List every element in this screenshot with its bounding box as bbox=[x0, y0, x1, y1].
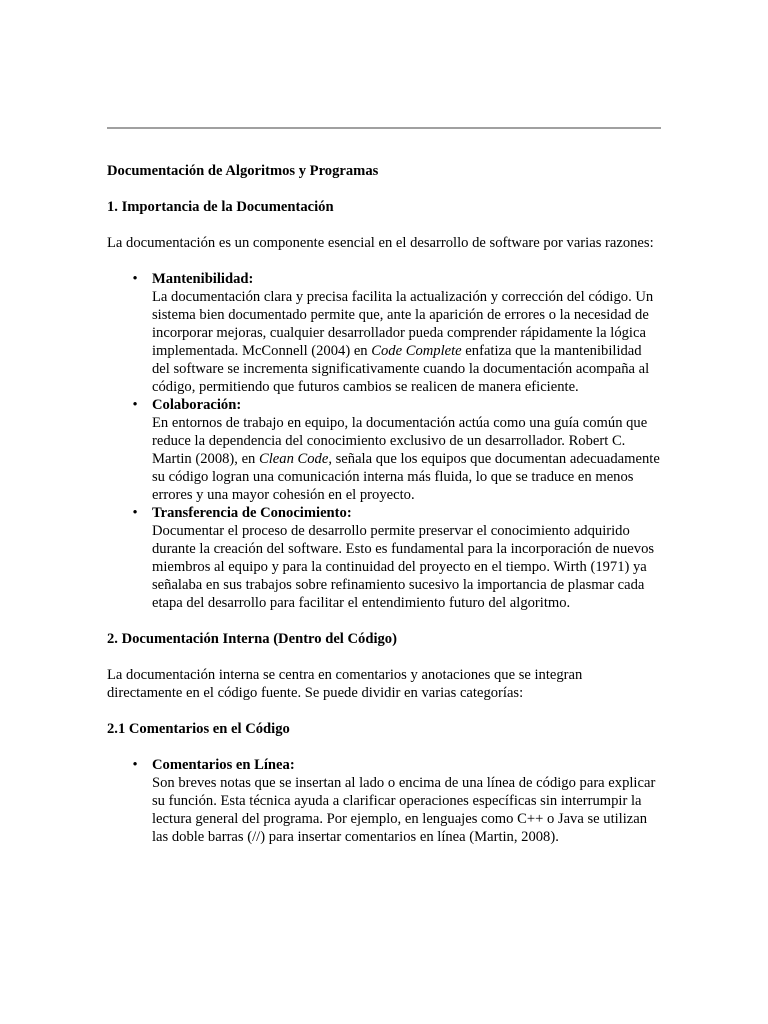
book-title: Clean Code bbox=[259, 451, 329, 467]
section-2-intro: La documentación interna se centra en comentarios y anotaciones que se integran directamente en el código fuente. Se puede dividir en varias categorías: bbox=[107, 667, 583, 701]
list-item bbox=[107, 270, 661, 396]
list-item-text: La documentación clara y precisa facilita la actualización y corrección del código. Un sistema bien documentado permite que, ante la aparición de errores o la necesidad de incorporar mejoras, cualquier desarrollador pueda comprender rápidamente la lógica implementada. McConnell (2004) en Code Complete enfatiza que la mantenibilidad del software se incrementa significativamente cuando la documentación acompaña al código, permitiendo que futuros cambios se realicen de manera eficiente. bbox=[152, 289, 654, 395]
section-1-list bbox=[107, 270, 661, 612]
list-item-text: En entornos de trabajo en equipo, la documentación actúa como una guía común que reduce la dependencia del conocimiento exclusivo de un desarrollador. Robert C. Martin (2008), en Clean Code, señala que los equipos que documentan adecuadamente su código logran una comunicación interna más fluida, lo que se traduce en menos errores y una mayor cohesión en el proyecto. bbox=[152, 415, 660, 503]
list-item-text: Documentar el proceso de desarrollo permite preservar el conocimiento adquirido durante la creación del software. Esto es fundamental para la incorporación de nuevos miembros al equipo y para la continuidad del proyecto en el tiempo. Wirth (1971) ya señalaba en sus trabajos sobre refinamiento sucesivo la importancia de plasmar cada etapa del desarrollo para facilitar el entendimiento futuro del algoritmo. bbox=[152, 523, 655, 611]
horizontal-rule bbox=[107, 127, 661, 129]
book-title: Code Complete bbox=[371, 343, 462, 359]
list-item-text: Son breves notas que se insertan al lado o encima de una línea de código para explicar su función. Esta técnica ayuda a clarificar operaciones específicas sin interrumpir la lectura general del programa. Por ejemplo, en lenguajes como C++ o Java se utilizan las doble barras (//) para insertar comentarios en línea (Martin, 2008). bbox=[152, 775, 656, 845]
bullet-icon: • bbox=[132, 505, 138, 521]
subsection-2-1-list bbox=[107, 756, 661, 846]
list-item-title: Mantenibilidad: bbox=[152, 271, 254, 287]
bullet-icon: • bbox=[132, 397, 138, 413]
section-1-intro: La documentación es un componente esencial en el desarrollo de software por varias razones: bbox=[107, 235, 654, 251]
bullet-icon: • bbox=[132, 271, 138, 287]
document-title: Documentación de Algoritmos y Programas bbox=[107, 163, 379, 179]
list-item bbox=[107, 504, 661, 612]
list-item-title: Transferencia de Conocimiento: bbox=[152, 505, 352, 521]
list-item bbox=[107, 396, 661, 504]
list-item-title: Comentarios en Línea: bbox=[152, 757, 295, 773]
section-1-heading: 1. Importancia de la Documentación bbox=[107, 199, 334, 215]
bullet-icon: • bbox=[132, 757, 138, 773]
list-item-title: Colaboración: bbox=[152, 397, 242, 413]
document-content bbox=[107, 162, 661, 864]
subsection-2-1-heading: 2.1 Comentarios en el Código bbox=[107, 721, 290, 737]
list-item bbox=[107, 756, 661, 846]
section-2-heading: 2. Documentación Interna (Dentro del Código) bbox=[107, 631, 397, 647]
